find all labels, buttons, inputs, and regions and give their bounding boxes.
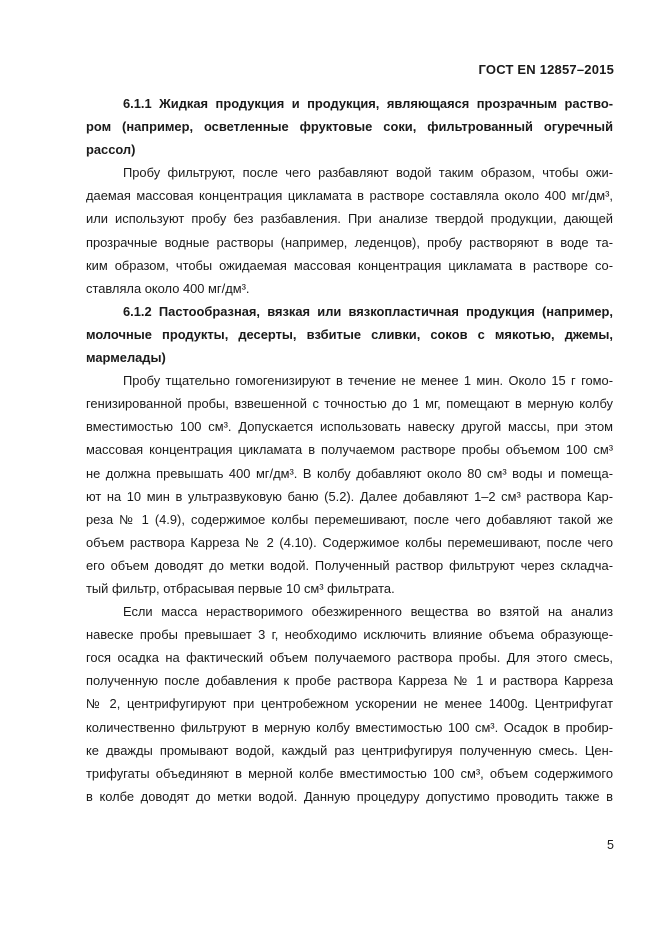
- paragraph-line: № 2, центрифугируют при центробежном ускорении не менее 1400g. Центрифугат: [86, 696, 613, 712]
- paragraph-line: Пробу фильтруют, после чего разбавляют водой таким образом, чтобы ожи-: [123, 165, 613, 181]
- paragraph-line: ставляла около 400 мг/дм³.: [86, 280, 250, 296]
- paragraph-line: генизированной пробы, взвешенной с точностью до 1 мг, помещают в мерную колбу: [86, 396, 613, 412]
- paragraph-line: его объем доводят до метки водой. Полученный раствор фильтруют через складча-: [86, 557, 613, 573]
- paragraph: [86, 600, 613, 808]
- paragraph-line: количественно фильтруют в мерную колбу вместимостью 100 см³. Осадок в пробир-: [86, 719, 613, 735]
- paragraph-line: или используют пробу без разбавления. При анализе твердой продукции, дающей: [86, 211, 613, 227]
- paragraph-line: реза № 1 (4.9), содержимое колбы перемешивают, после чего добавляют такой же: [86, 511, 613, 527]
- heading-line: 6.1.1 Жидкая продукция и продукция, являющаяся прозрачным раство-: [123, 96, 613, 111]
- paragraph-line: массовая концентрация цикламата в получаемом растворе пробы объемом 100 см³: [86, 442, 613, 458]
- paragraph-line: ют на 10 мин в ультразвуковую баню (5.2). Далее добавляют 1–2 см³ раствора Кар-: [86, 488, 613, 504]
- paragraph-line: ке дважды промывают водой, каждый раз центрифугируя полученную смесь. Цен-: [86, 742, 613, 758]
- paragraph-line: прозрачные водные растворы (например, леденцов), пробу растворяют в воде та-: [86, 234, 613, 250]
- paragraph: [86, 369, 613, 600]
- paragraph-line: трифугаты объединяют в мерной колбе вместимостью 100 см³, объем содержимого: [86, 765, 613, 781]
- paragraph-line: ким образом, чтобы ожидаемая массовая концентрация цикламата в растворе со-: [86, 257, 613, 273]
- paragraph-line: полученную после добавления к пробе раствора Карреза № 1 и раствора Карреза: [86, 673, 613, 689]
- section-heading: [86, 300, 613, 369]
- document-body: [86, 92, 613, 808]
- section-heading: [86, 92, 613, 161]
- heading-line: ром (например, осветленные фруктовые соки, фильтрованный огуречный: [86, 119, 613, 135]
- paragraph-line: тый фильтр, отбрасывая первые 10 см³ фильтрата.: [86, 580, 395, 596]
- paragraph-line: Пробу тщательно гомогенизируют в течение не менее 1 мин. Около 15 г гомо-: [123, 373, 613, 389]
- paragraph: [86, 161, 613, 300]
- paragraph-line: Если масса нерастворимого обезжиренного вещества во взятой на анализ: [123, 604, 613, 620]
- paragraph-line: даемая массовая концентрация цикламата в растворе составляла около 400 мг/дм³,: [86, 188, 613, 204]
- section-6-1-2: [86, 300, 613, 808]
- paragraph-line: объем раствора Карреза № 2 (4.10). Содержимое колбы перемешивают, после чего: [86, 534, 613, 550]
- heading-line: рассол): [86, 142, 136, 158]
- paragraph-line: вместимостью 100 см³. Допускается использовать навеску другой массы, при этом: [86, 419, 613, 435]
- paragraph-line: в колбе доводят до метки водой. Данную процедуру допустимо проводить также в: [86, 788, 613, 804]
- paragraph-line: навеске пробы превышает 3 г, необходимо исключить влияние объема образующе-: [86, 627, 613, 643]
- paragraph-line: не должна превышать 400 мг/дм³. В колбу добавляют около 80 см³ воды и помеща-: [86, 465, 613, 481]
- heading-line: 6.1.2 Пастообразная, вязкая или вязкопластичная продукция (например,: [123, 303, 613, 319]
- standard-header: ГОСТ EN 12857–2015: [478, 62, 614, 77]
- heading-line: мармелады): [86, 350, 166, 366]
- heading-line: молочные продукты, десерты, взбитые сливки, соков с мякотью, джемы,: [86, 326, 613, 342]
- section-6-1-1: [86, 92, 613, 300]
- page-number: 5: [607, 838, 614, 852]
- paragraph-line: гося осадка на фактический объем получаемого раствора пробы. Для этого смесь,: [86, 650, 613, 666]
